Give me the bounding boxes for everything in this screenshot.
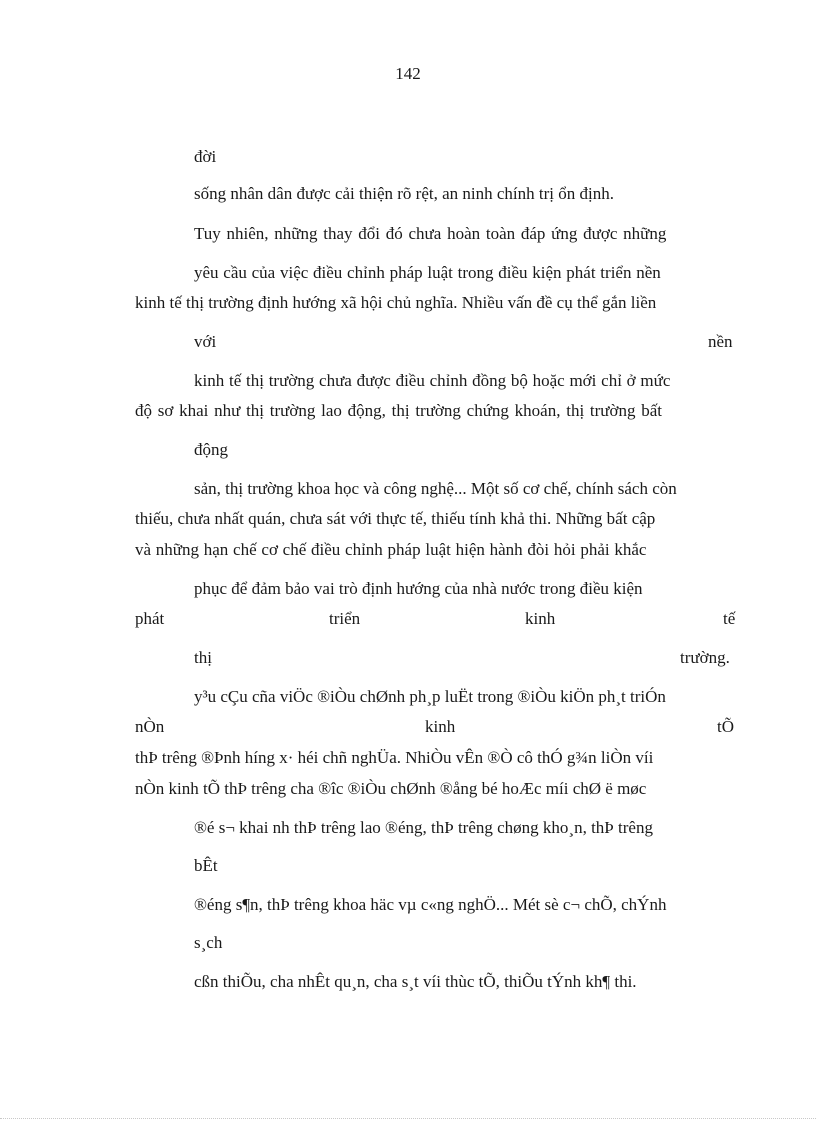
text-line: kinh xyxy=(425,717,456,736)
text-line: tÕ xyxy=(717,717,734,736)
text-line: nền xyxy=(708,332,733,351)
text-line: y³u cÇu cña viÖc ®iÒu chØnh ph¸p luËt trong ®iÒu kiÖn ph¸t triÓn xyxy=(194,687,666,706)
text-line: động xyxy=(194,440,228,459)
text-line: s¸ch xyxy=(194,933,223,952)
text-line: trường. xyxy=(680,648,730,667)
text-line: kinh xyxy=(525,609,556,628)
text-line: Tuy nhiên, những thay đổi đó chưa hoàn toàn đáp ứng được những xyxy=(194,224,667,243)
text-line: thiếu, chưa nhất quán, chưa sát với thực tế, thiếu tính khả thi. Những bất cập xyxy=(135,509,656,528)
text-line: tế xyxy=(723,609,736,628)
page-number: 142 xyxy=(395,64,421,83)
text-line: triển xyxy=(329,609,361,628)
text-line: đời xyxy=(194,147,217,166)
text-line: thị xyxy=(194,648,212,667)
text-line: phát xyxy=(135,609,165,628)
text-line: và những hạn chế cơ chế điều chỉnh pháp luật hiện hành đòi hỏi phải khắc xyxy=(135,540,647,559)
text-line: nÒn xyxy=(135,717,165,736)
text-line: sống nhân dân được cải thiện rõ rệt, an ninh chính trị ổn định. xyxy=(194,184,614,203)
text-line: yêu cầu của việc điều chỉnh pháp luật trong điều kiện phát triển nền xyxy=(194,263,661,282)
text-line: kinh tế thị trường định hướng xã hội chủ nghĩa. Nhiều vấn đề cụ thể gắn liền xyxy=(135,293,657,312)
text-line: bÊt xyxy=(194,856,218,875)
text-line: kinh tế thị trường chưa được điều chỉnh đồng bộ hoặc mới chỉ ở mức xyxy=(194,371,671,390)
text-line: sản, thị trường khoa học và công nghệ... Một số cơ chế, chính sách còn xyxy=(194,479,677,498)
text-line: thÞ trêng ®Þnh híng x· héi chñ nghÜa. NhiÒu vÊn ®Ò cô thÓ g¾n liÒn víi xyxy=(135,748,654,767)
page-bottom-divider xyxy=(0,1118,816,1119)
text-line: ®é s¬ khai nh thÞ trêng lao ®éng, thÞ trêng chøng kho¸n, thÞ trêng xyxy=(194,818,653,837)
text-line: cßn thiÕu, cha nhÊt qu¸n, cha s¸t víi thùc tÕ, thiÕu tÝnh kh¶ thi. xyxy=(194,972,637,991)
text-line: với xyxy=(194,332,217,351)
text-line: nÒn kinh tÕ thÞ trêng cha ®îc ®iÒu chØnh ®ång bé hoÆc míi chØ ë møc xyxy=(135,779,647,798)
text-line: ®éng s¶n, thÞ trêng khoa häc vµ c«ng nghÖ... Mét sè c¬ chÕ, chÝnh xyxy=(194,895,667,914)
text-line: độ sơ khai như thị trường lao động, thị trường chứng khoán, thị trường bất xyxy=(135,401,663,420)
text-line: phục để đảm bảo vai trò định hướng của nhà nước trong điều kiện xyxy=(194,579,643,598)
